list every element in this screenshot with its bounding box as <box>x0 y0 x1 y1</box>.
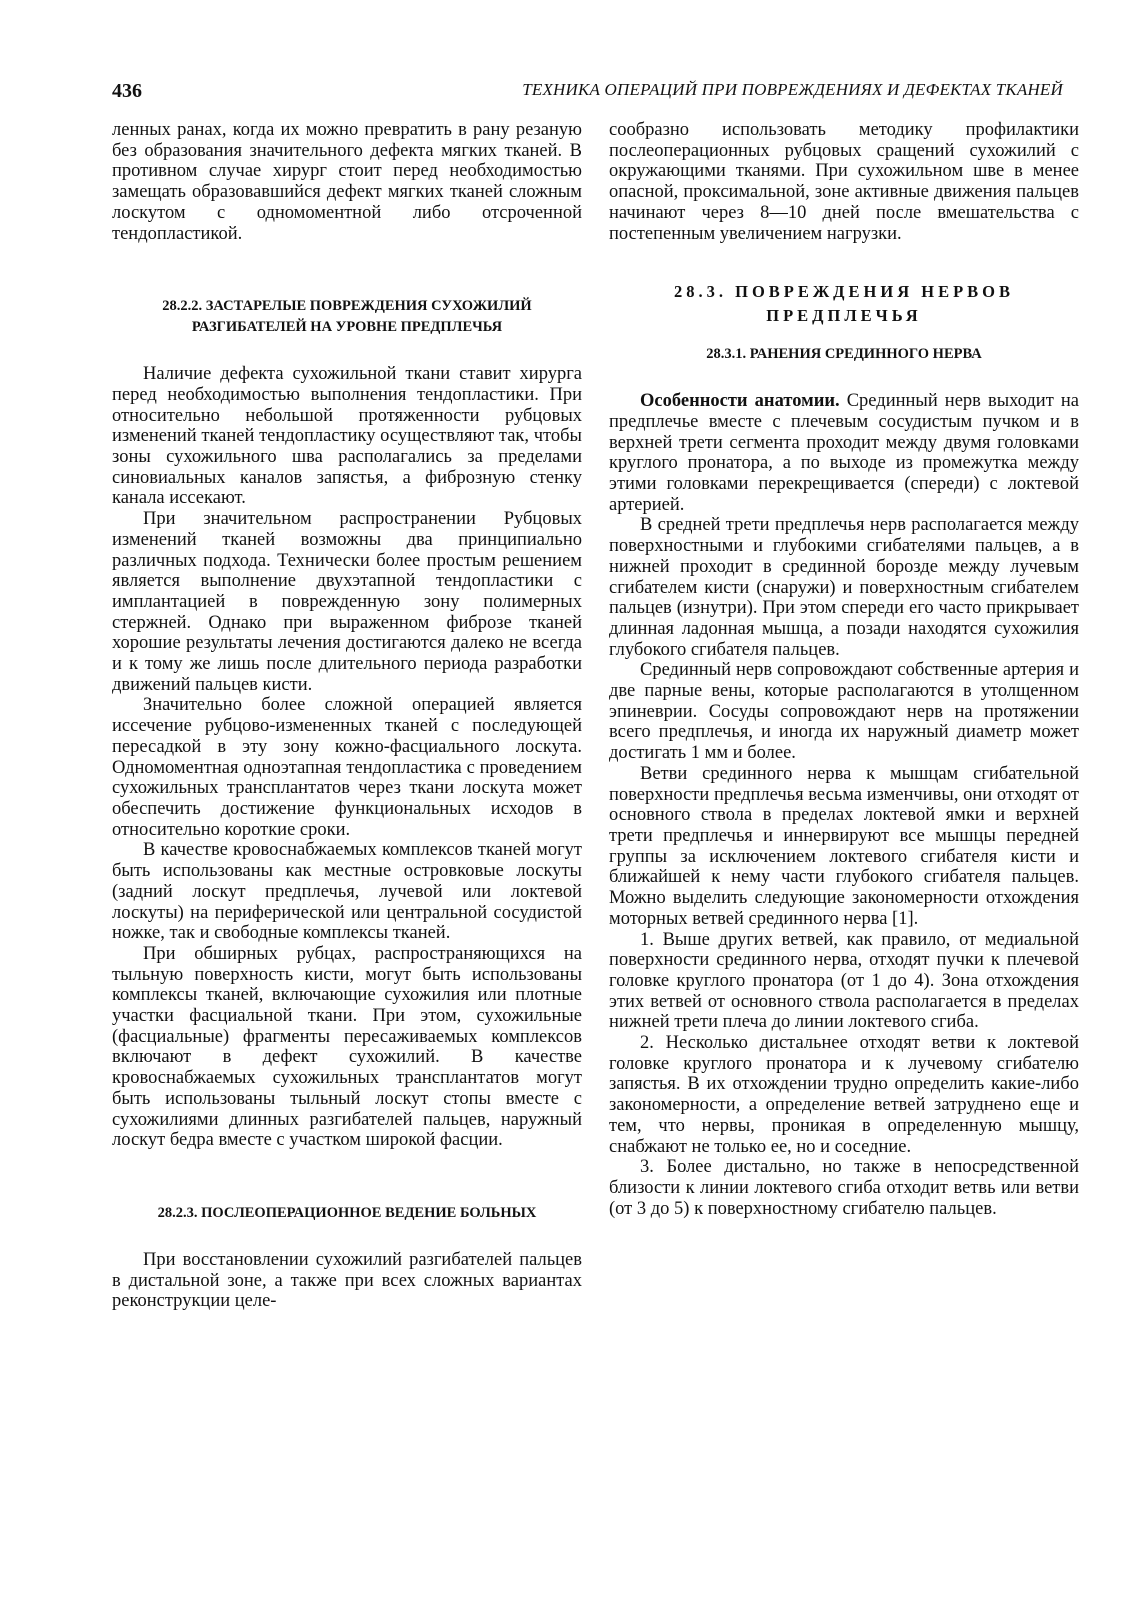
paragraph: При обширных рубцах, распространяющихся на тыльную поверхность кисти, могут быть использованы комплексы тканей, включающие сухожилия или плотные участки фасциальной ткани. При этом, сухожильные (фасциальные) фрагменты пересаживаемых комплексов включают в дефект сухожилий. В качестве кровоснабжаемых сухожильных трансплантатов могут быть использованы тыльный лоскут стопы вместе с сухожилиями длинных разгибателей пальцев, наружный лоскут бедра вместе с участком широкой фасции. <box>112 943 582 1151</box>
section-heading-28-2-2: 28.2.2. ЗАСТАРЕЛЫЕ ПОВРЕЖДЕНИЯ СУХОЖИЛИЙ РАЗГИБАТЕЛЕЙ НА УРОВНЕ ПРЕДПЛЕЧЬЯ <box>162 298 532 336</box>
paragraph: Срединный нерв сопровождают собственные артерия и две парные вены, которые располагаются в утолщенном эпиневрии. Сосуды сопровождают нерв на протяжении всего предплечья, и иногда их наружный диаметр может достигать 1 мм и более. <box>609 660 1079 764</box>
section-heading-28-3: 28.3. ПОВРЕЖДЕНИЯ НЕРВОВ ПРЕДПЛЕЧЬЯ <box>673 282 1015 326</box>
continued-paragraph: ленных ранах, когда их можно превратить в рану резаную без образования значительного дефекта мягких тканей. В противном случае хирург стоит перед необходимостью замещать образовавшийся дефект мягких тканей сложным лоскутом с одномоментной либо отсроченной тендопластикой. <box>112 120 582 244</box>
paragraph: При восстановлении сухожилий разгибателей пальцев в дистальной зоне, а также при всех сложных вариантах реконструкции целе- <box>112 1249 582 1312</box>
lead-text: Срединный нерв выходит на предплечье вместе с плечевым сосудистым пучком и в верхней трети сегмента проходит между двумя головками круглого пронатора, а по выходе из промежутка между этими головками перекрещивается (спереди) с локтевой артерией. <box>609 391 1079 515</box>
paragraph: Ветви срединного нерва к мышцам сгибательной поверхности предплечья весьма изменчивы, они отходят от основного ствола в пределах локтевой ямки и верхней трети предплечья и иннервируют все мышцы передней группы за исключением локтевого сгибателя кисти и ближайшей к нему части глубокого сгибателя пальцев. Можно выделить следующие закономерности отхождения моторных ветвей срединного нерва [1]. <box>609 763 1079 929</box>
paragraph: 3. Более дистально, но также в непосредственной близости к линии локтевого сгиба отходит ветвь или ветви (от 3 до 5) к поверхностному сгибателю пальцев. <box>609 1157 1079 1219</box>
running-title: ТЕХНИКА ОПЕРАЦИЙ ПРИ ПОВРЕЖДЕНИЯХ И ДЕФЕКТАХ ТКАНЕЙ <box>522 80 1063 99</box>
lead-label: Особенности анатомии. <box>640 391 840 412</box>
page-number: 436 <box>112 80 142 102</box>
paragraph: При значительном распространении Рубцовых изменений тканей возможны два принципиально различных подхода. Технически более простым решением является выполнение двухэтапной тендопластики с имплантацией в поврежденную зону полимерных стержней. Однако при выраженном фиброзе тканей хорошие результаты лечения достигаются далеко не всегда и к тому же лишь после длительного периода разработки движений пальцев кисти. <box>112 509 582 695</box>
continued-paragraph: сообразно использовать методику профилактики послеоперационных рубцовых сращений сухожилий с окружающими тканями. При сухожильном шве в менее опасной, проксимальной, зоне активные движения пальцев начинают через 8—10 дней после вмешательства с постепенным увеличением нагрузки. <box>609 120 1079 244</box>
lead-paragraph <box>609 391 1079 515</box>
paragraph: В средней трети предплечья нерв располагается между поверхностными и глубокими сгибателями пальцев, а в нижней проходит в срединной борозде между лучевым сгибателем кисти (снаружи) и поверхностным сгибателем пальцев (изнутри). При этом спереди его часто прикрывает длинная ладонная мышца, а позади находятся сухожилия глубокого сгибателя пальцев. <box>609 515 1079 660</box>
right-column <box>609 120 1079 1219</box>
paragraph: 2. Несколько дистальнее отходят ветви к локтевой головке круглого пронатора и к лучевому сгибателю запястья. В их отхождении трудно определить какие-либо закономерности, а определение ветвей затруднено еще и тем, что нервы, проникая в определенную мышцу, снабжают не только ее, но и соседние. <box>609 1033 1079 1157</box>
paragraph: Наличие дефекта сухожильной ткани ставит хирурга перед необходимостью выполнения тендопластики. При относительно небольшой протяженности рубцовых изменений тканей тендопластику осуществляют так, чтобы зоны сухожильного шва располагались за пределами синовиальных каналов запястья, а фиброзную стенку канала иссекают. <box>112 364 582 509</box>
section-heading-28-3-1: 28.3.1. РАНЕНИЯ СРЕДИННОГО НЕРВА <box>706 346 982 363</box>
section-heading-28-2-3: 28.2.3. ПОСЛЕОПЕРАЦИОННОЕ ВЕДЕНИЕ БОЛЬНЫХ <box>157 1204 537 1221</box>
paragraph: Значительно более сложной операцией является иссечение рубцово-измененных тканей с последующей пересадкой в эту зону кожно-фасциального лоскута. Одномоментная одноэтапная тендопластика с проведением сухожильных трансплантатов через ткани лоскута может обеспечить достижение функциональных исходов в относительно короткие сроки. <box>112 695 582 840</box>
paragraph: 1. Выше других ветвей, как правило, от медиальной поверхности срединного нерва, отходят пучки к плечевой головке круглого пронатора (от 1 до 4). Зона отхождения этих ветвей от основного ствола располагается в пределах нижней трети плеча до линии локтевого сгиба. <box>609 929 1079 1033</box>
paragraph: В качестве кровоснабжаемых комплексов тканей могут быть использованы как местные островковые лоскуты (задний лоскут предплечья, лучевой или локтевой лоскуты) на периферической или центральной сосудистой ножке, так и свободные комплексы тканей. <box>112 840 582 944</box>
left-column <box>112 120 582 1312</box>
